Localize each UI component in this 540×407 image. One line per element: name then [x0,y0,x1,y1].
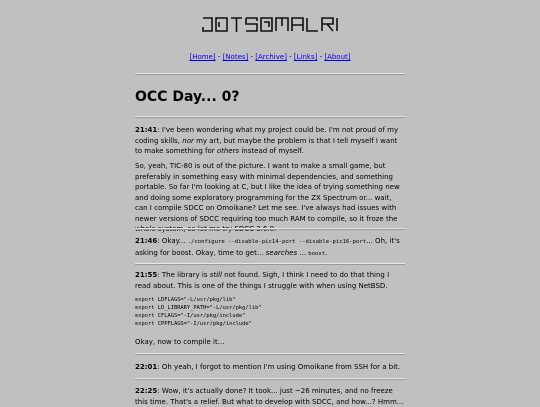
entry-text: : Wow, it's actually done? It took... just ~26 minutes, and no freeze this time. That's a relief. But what to develop with SDCC, and how...? Hmm... [135,387,404,406]
entry-2201-paragraph [135,362,405,373]
entry-text: my art, but maybe the problem is that I tell myself I want to make something for [135,136,398,155]
divider [135,228,405,230]
nav-separator: - [317,53,325,61]
entry-2225-paragraph [135,386,405,407]
divider [135,116,405,118]
code-block [135,296,405,328]
code-line: export CFLAGS="-I/usr/pkg/include" [135,313,246,319]
entry-text: not found. Sigh, I think I need to do that thing I read about. This is one of the things I struggle with when using NetBSD. [135,271,390,290]
entry-time: 21:41 [135,126,158,134]
nav-notes-link[interactable]: [Notes] [222,53,249,61]
entry-2141-paragraph-2: So, yeah, TIC-80 is out of the picture. I want to make a small game, but preferably in something easy with minimal dependencies, and something portable. So far I'm looking at C, but I like the idea of trying something new and doing some exploratory programming for the ZX Spectrum or... wait, can I compile SDCC on Omoikane? Let me see. I've always had issues with newer versions of SDCC requiring too much RAM to compile, so it froze the whole system, so let me try SDCC 3.6.0. [135,162,400,233]
nav-separator: - [286,53,294,61]
entry-text: : Oh yeah, I forgot to mention I'm using Omoikane from SSH for a bit. [157,363,401,371]
entry-emphasis: others [216,147,240,155]
entry-emphasis: searches [265,248,298,257]
entry-text: : Okay... [157,237,188,245]
entry-emphasis: still [209,271,222,279]
divider [135,263,405,265]
entry-text: : The library is [157,271,210,279]
entry-text: instead of myself. [239,147,304,155]
site-logo[interactable] [200,14,340,36]
entry-time: 22:01 [135,363,158,371]
page-title: OCC Day... 0? [135,89,240,105]
entry-2155-paragraph [135,270,405,291]
entry-text: : I've been wondering what my project could be. I'm not proud of my coding skills, [135,126,399,145]
entry-time: 21:55 [135,271,158,279]
nav-links-link[interactable]: [Links] [293,53,318,61]
entry-text: ... Oh, it's asking for boost. Okay, time to get... [135,237,400,257]
nav-separator: - [215,53,223,61]
divider [135,73,405,75]
divider [135,353,405,355]
nav-archive-link[interactable]: [Archive] [255,53,287,61]
entry-emphasis: nor [182,136,194,145]
entry-2155-after: Okay, now to compile it... [135,338,225,346]
code-line: export LDFLAGS="-L/usr/pkg/lib" [135,297,236,303]
code-line: export CPPFLAGS="-I/usr/pkg/include" [135,321,252,327]
entry-time: 22:25 [135,387,158,395]
entry-text: . [325,248,328,257]
divider [135,378,405,380]
inline-code: ./configure --disable-pic14-port --disable-pic16-port [187,239,367,245]
nav-separator: - [248,53,256,61]
nav-about-link[interactable]: [About] [324,53,351,61]
code-line: export LD_LIBRARY_PATH="-L/usr/pkg/lib" [135,305,262,311]
entry-time: 21:46 [135,237,158,245]
inline-code: boost [308,250,326,257]
top-nav [0,52,540,63]
nav-home-link[interactable]: [Home] [189,53,216,61]
entry-text: ... [297,248,309,257]
entry-2146-paragraph [135,236,405,259]
entry-2141-paragraph-1 [135,125,405,157]
